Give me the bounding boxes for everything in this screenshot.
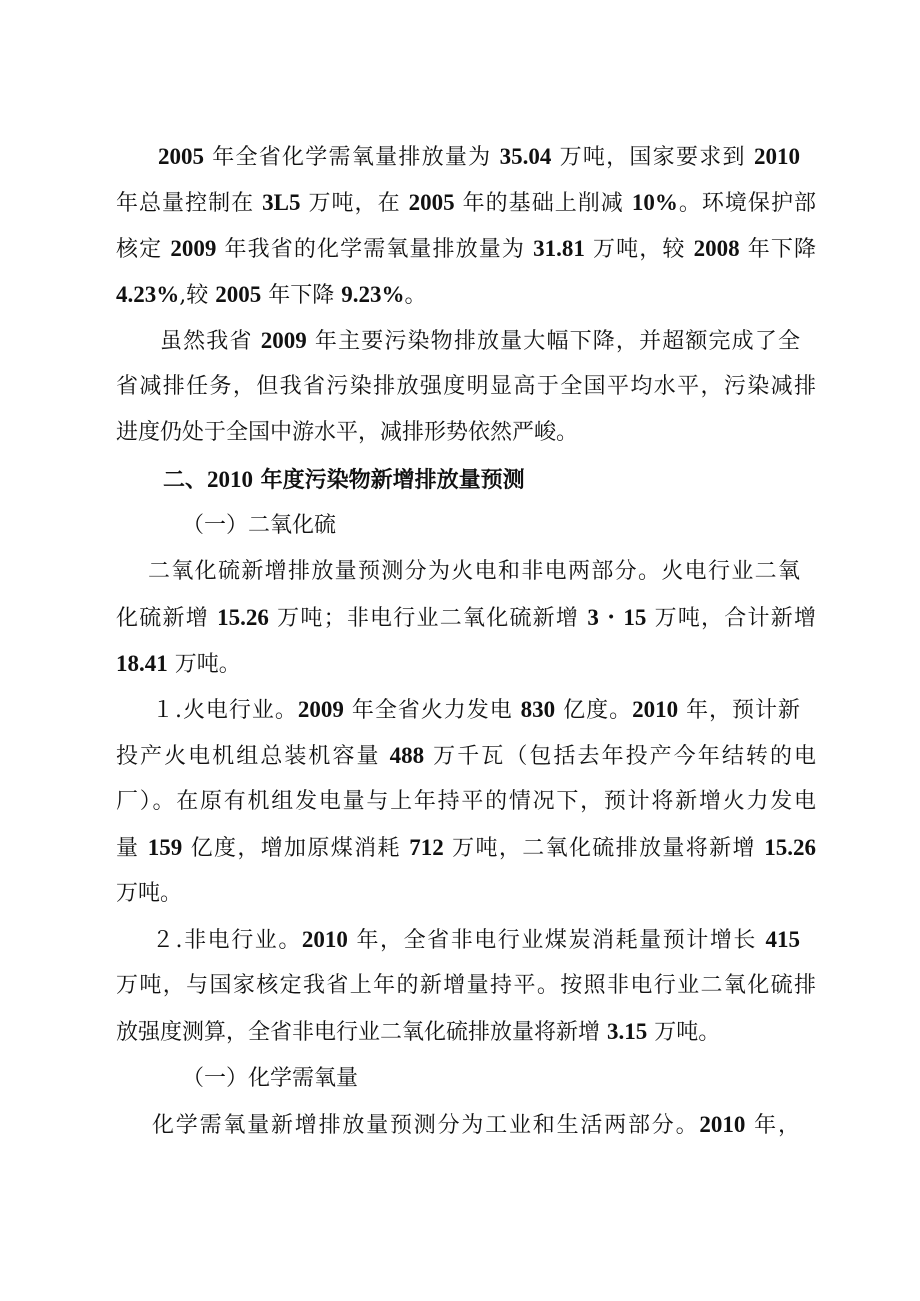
section-heading: 二、2010 年度污染物新增排放量预测 (163, 467, 525, 493)
paragraph-line: 18.41 万吨。 (116, 651, 241, 677)
paragraph-line: 2005 年全省化学需氧量排放量为 35.04 万吨，国家要求到 2010 (158, 144, 800, 170)
paragraph-line: 放强度测算，全省非电行业二氧化硫排放量将新增 3.15 万吨。 (116, 1019, 721, 1045)
paragraph-line: 年总量控制在 3L5 万吨，在 2005 年的基础上削减 10%。环境保护部 (116, 190, 816, 216)
subsection-heading: （一）化学需氧量 (182, 1066, 359, 1091)
paragraph-line: 二氧化硫新增排放量预测分为火电和非电两部分。火电行业二氧 (148, 559, 800, 584)
paragraph-line: 化硫新增 15.26 万吨；非电行业二氧化硫新增 3・15 万吨，合计新增 (116, 605, 816, 631)
paragraph-line: 核定 2009 年我省的化学需氧量排放量为 31.81 万吨，较 2008 年下降 (116, 236, 816, 262)
subsection-heading: （一）二氧化硫 (182, 513, 337, 538)
paragraph-line: 万吨，与国家核定我省上年的新增量持平。按照非电行业二氧化硫排 (116, 973, 816, 998)
paragraph-line: 量 159 亿度，增加原煤消耗 712 万吨，二氧化硫排放量将新增 15.26 (116, 835, 816, 861)
paragraph-line: ２.非电行业。2010 年，全省非电行业煤炭消耗量预计增长 415 (152, 927, 800, 953)
paragraph-line: 虽然我省 2009 年主要污染物排放量大幅下降，并超额完成了全 (160, 328, 800, 354)
paragraph-line: 厂）。在原有机组发电量与上年持平的情况下，预计将新增火力发电 (116, 789, 816, 814)
paragraph-line: 进度仍处于全国中游水平，减排形势依然严峻。 (116, 420, 579, 445)
paragraph-line: 化学需氧量新增排放量预测分为工业和生活两部分。2010 年， (152, 1112, 800, 1138)
paragraph-line: 万吨。 (116, 881, 183, 906)
paragraph-line: 省减排任务，但我省污染排放强度明显高于全国平均水平，污染减排 (116, 374, 816, 399)
paragraph-line: 投产火电机组总装机容量 488 万千瓦（包括去年投产今年结转的电 (116, 743, 816, 769)
paragraph-line: １.火电行业。2009 年全省火力发电 830 亿度。2010 年，预计新 (152, 697, 800, 723)
paragraph-line: 4.23%,较 2005 年下降 9.23%。 (116, 282, 427, 308)
